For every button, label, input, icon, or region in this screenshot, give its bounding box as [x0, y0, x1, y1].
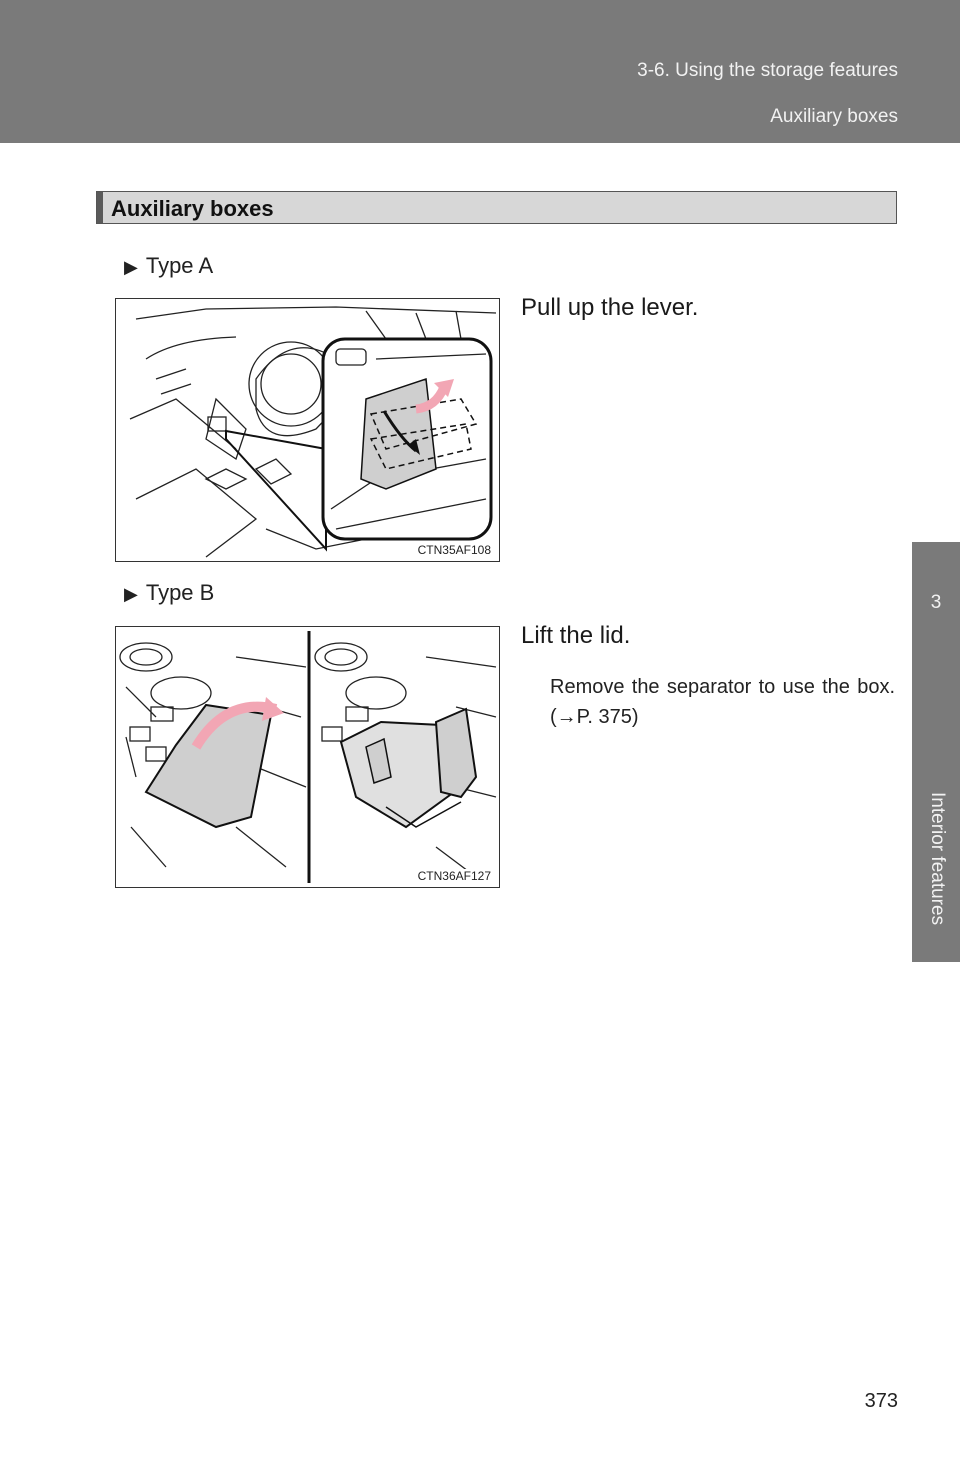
type-b-text: Type B	[145, 580, 215, 605]
type-a-text: Type A	[145, 253, 214, 278]
chapter-label: Interior features	[927, 792, 948, 926]
title-accent	[97, 192, 103, 223]
console-illustration	[116, 627, 499, 887]
dashboard-illustration	[116, 299, 499, 561]
triangle-right-icon: ▶	[124, 257, 138, 277]
type-a-figure	[115, 298, 500, 562]
type-a-figure-code: CTN35AF108	[417, 543, 491, 557]
type-b-figure-code: CTN36AF127	[417, 869, 491, 883]
section-title-bar	[96, 191, 897, 224]
header-section-title: 3-6. Using the storage features	[637, 60, 898, 81]
type-b-figure	[115, 626, 500, 888]
page-number: 373	[864, 1390, 898, 1412]
section-title: Auxiliary boxes	[111, 196, 274, 221]
header-topic: Auxiliary boxes	[770, 106, 898, 127]
chapter-tab	[912, 542, 960, 962]
type-b-note: Remove the separator to use the box. (→P. 375)	[550, 676, 895, 728]
type-a-label	[124, 253, 213, 279]
type-a-instruction: Pull up the lever.	[521, 294, 699, 321]
triangle-right-icon: ▶	[124, 584, 138, 604]
page-header	[0, 0, 960, 143]
type-b-instruction: Lift the lid.	[521, 622, 631, 649]
chapter-number: 3	[930, 592, 942, 613]
type-b-label	[124, 580, 214, 606]
